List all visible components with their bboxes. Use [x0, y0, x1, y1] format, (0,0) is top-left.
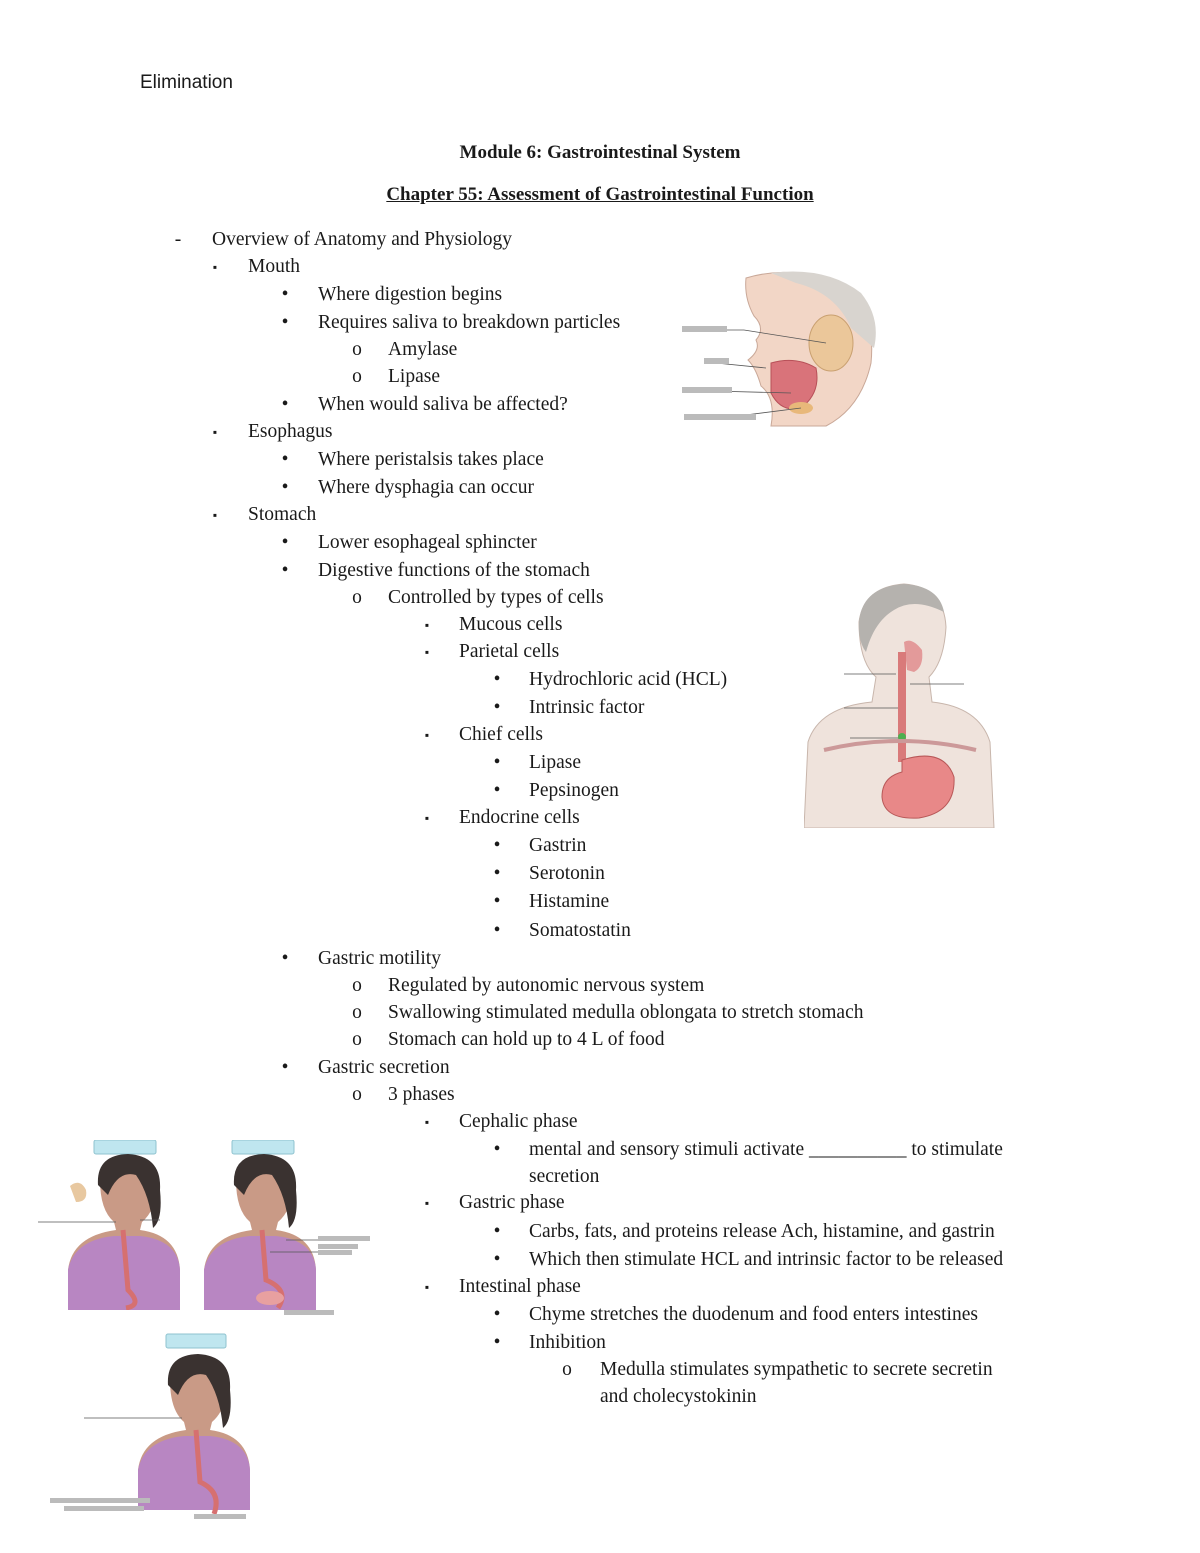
page-header: Elimination	[140, 72, 233, 93]
bullet-marker: -	[174, 229, 182, 250]
cephalic-phase-illustration	[28, 1140, 188, 1310]
outline-item-text: Cephalic phase	[459, 1111, 578, 1132]
outline-item-text: Parietal cells	[459, 641, 560, 662]
outline-item-text: and cholecystokinin	[600, 1386, 757, 1407]
bullet-marker: •	[281, 560, 289, 581]
outline-item-text: Intrinsic factor	[529, 697, 645, 718]
outline-item-text: Stomach	[248, 504, 317, 525]
bullet-marker: •	[493, 669, 501, 690]
bullet-marker: •	[493, 920, 501, 941]
outline-item-text: Lower esophageal sphincter	[318, 532, 537, 553]
bullet-marker: o	[352, 1029, 362, 1050]
bullet-marker: o	[352, 1002, 362, 1023]
bullet-marker: •	[493, 1332, 501, 1353]
bullet-marker: o	[352, 1084, 362, 1105]
bullet-marker: ▪	[424, 811, 430, 825]
bullet-marker: ▪	[424, 1115, 430, 1129]
outline-item-text: Somatostatin	[529, 920, 631, 941]
bullet-marker: ▪	[424, 1196, 430, 1210]
bullet-marker: •	[281, 394, 289, 415]
outline-item-text: mental and sensory stimuli activate __________ to stimulate	[529, 1139, 1003, 1160]
outline-item-text: Gastric motility	[318, 948, 441, 969]
outline-item-text: Gastric phase	[459, 1192, 565, 1213]
bullet-marker: o	[352, 366, 362, 387]
outline-item-text: Overview of Anatomy and Physiology	[212, 229, 513, 250]
bullet-marker: ▪	[424, 728, 430, 742]
esophagus-stomach-illustration	[804, 582, 996, 828]
bullet-marker: •	[493, 780, 501, 801]
outline-item-text: Chyme stretches the duodenum and food enters intestines	[529, 1304, 978, 1325]
outline-item-text: Lipase	[388, 366, 440, 387]
outline-item-text: Intestinal phase	[459, 1276, 581, 1297]
bullet-marker: •	[281, 477, 289, 498]
outline-item-text: Carbs, fats, and proteins release Ach, histamine, and gastrin	[529, 1221, 995, 1242]
outline-item-text: Chief cells	[459, 724, 543, 745]
outline-item-text: Gastric secretion	[318, 1057, 450, 1078]
chapter-title: Chapter 55: Assessment of Gastrointestinal Function	[386, 184, 814, 205]
outline-item-text: Where dysphagia can occur	[318, 477, 535, 498]
bullet-marker: •	[493, 1304, 501, 1325]
gastric-phase-illustration	[200, 1140, 376, 1320]
bullet-marker: ▪	[424, 645, 430, 659]
bullet-marker: •	[493, 835, 501, 856]
bullet-marker: •	[493, 891, 501, 912]
outline-item-text: Swallowing stimulated medulla oblongata to stretch stomach	[388, 1002, 864, 1023]
bullet-marker: o	[352, 339, 362, 360]
outline-item-text: Inhibition	[529, 1332, 606, 1353]
outline-item-text: Serotonin	[529, 863, 605, 884]
bullet-marker: o	[352, 975, 362, 996]
outline-item-text: Where peristalsis takes place	[318, 449, 544, 470]
bullet-marker: ▪	[424, 1280, 430, 1294]
outline-item-text: Gastrin	[529, 835, 587, 856]
mouth-salivary-glands-illustration	[676, 268, 886, 428]
outline-item-text: Where digestion begins	[318, 284, 503, 305]
outline-item-text: Lipase	[529, 752, 581, 773]
bullet-marker: ▪	[424, 618, 430, 632]
bullet-marker: ▪	[212, 425, 218, 439]
bullet-marker: •	[493, 863, 501, 884]
outline-item-text: Digestive functions of the stomach	[318, 560, 590, 581]
outline-item-text: Histamine	[529, 891, 610, 912]
bullet-marker: •	[493, 697, 501, 718]
bullet-marker: •	[281, 312, 289, 333]
bullet-marker: •	[493, 752, 501, 773]
bullet-marker: ▪	[212, 260, 218, 274]
outline-item-text: Stomach can hold up to 4 L of food	[388, 1029, 665, 1050]
outline-item-text: Pepsinogen	[529, 780, 619, 801]
outline-item-text: Mucous cells	[459, 614, 563, 635]
outline-item-text: 3 phases	[388, 1084, 455, 1105]
bullet-marker: •	[493, 1139, 501, 1160]
outline-item-text: Esophagus	[248, 421, 333, 442]
outline-item-text: Mouth	[248, 256, 301, 277]
bullet-marker: o	[562, 1359, 572, 1380]
outline-item-text: Hydrochloric acid (HCL)	[529, 669, 728, 690]
bullet-marker: •	[281, 284, 289, 305]
bullet-marker: o	[352, 587, 362, 608]
bullet-marker: •	[281, 449, 289, 470]
intestinal-phase-illustration	[44, 1332, 254, 1522]
outline-item-text: When would saliva be affected?	[318, 394, 568, 415]
bullet-marker: •	[493, 1249, 501, 1270]
bullet-marker: •	[281, 1057, 289, 1078]
outline-item-text: Requires saliva to breakdown particles	[318, 312, 621, 333]
outline-item-text: Medulla stimulates sympathetic to secrete secretin	[600, 1359, 993, 1380]
outline-item-text: Endocrine cells	[459, 807, 580, 828]
outline-item-text: secretion	[529, 1166, 600, 1187]
module-title: Module 6: Gastrointestinal System	[459, 142, 741, 163]
outline-item-text: Controlled by types of cells	[388, 587, 604, 608]
outline-item-text: Amylase	[388, 339, 458, 360]
bullet-marker: •	[281, 948, 289, 969]
outline-item-text: Regulated by autonomic nervous system	[388, 975, 705, 996]
bullet-marker: •	[493, 1221, 501, 1242]
bullet-marker: •	[281, 532, 289, 553]
bullet-marker: ▪	[212, 508, 218, 522]
outline-item-text: Which then stimulate HCL and intrinsic factor to be released	[529, 1249, 1004, 1270]
